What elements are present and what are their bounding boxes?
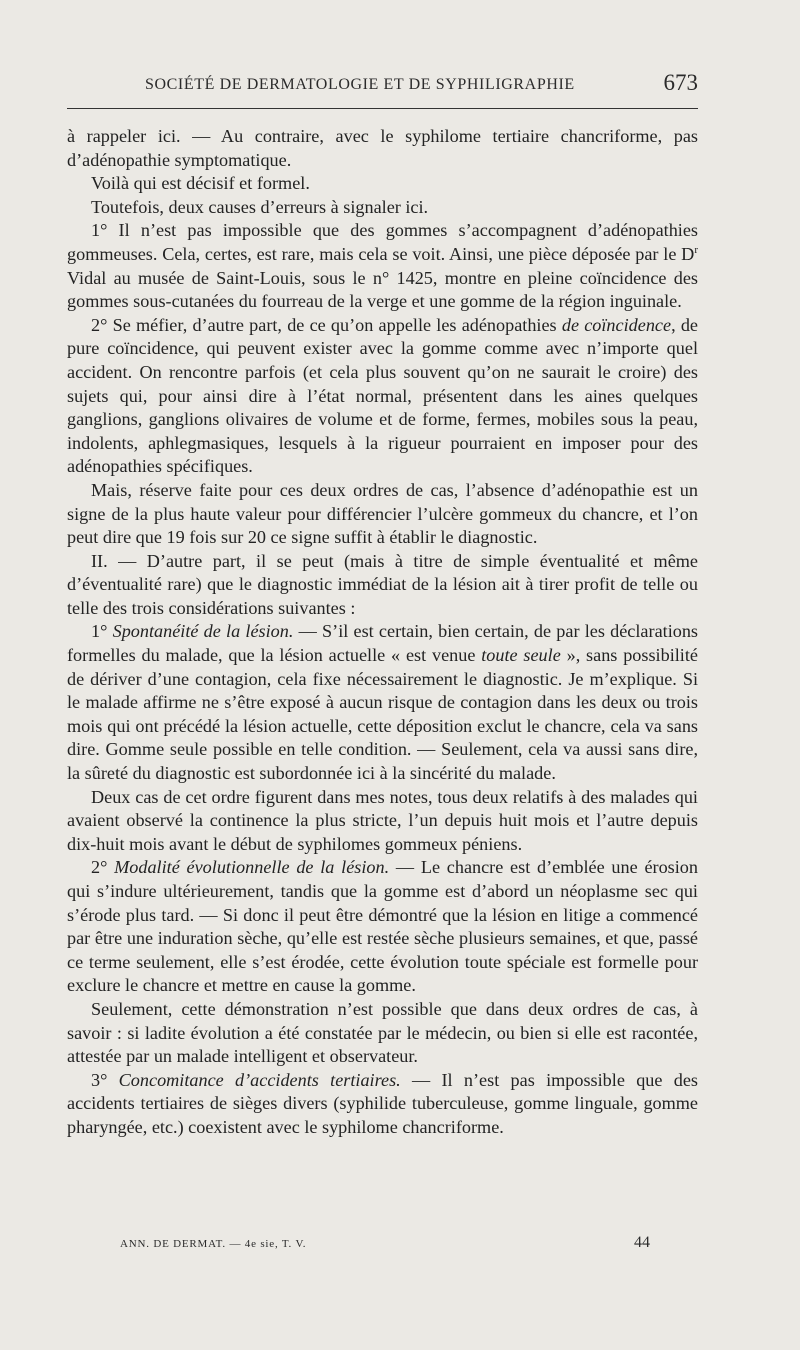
page-number: 673 <box>663 70 698 95</box>
text-run: », sans possibilité de dériver d’une contagion, cela fixe nécessairement le diagnostic. Je m’explique. Si le malade affirme ne s’être exposé à aucun risque de contagion dans les deux ou trois mois qui ont précédé la lésion actuelle, cette déposition exclut le chancre, cela va sans dire. Gomme seule possible en telle condition. — Seulement, cela va aussi sans dire, la sûreté du diagnostic est subordonnée ici à la sincérité du malade. <box>67 645 698 784</box>
paragraph: Deux cas de cet ordre figurent dans mes notes, tous deux relatifs à des malades qui avaient observé la continence la plus stricte, l’un depuis huit mois et l’autre depuis dix-huit mois avant le début de syphilomes gommeux péniens. <box>67 786 698 854</box>
italic-heading: Concomitance d’accidents tertiaires. <box>118 1069 401 1090</box>
header-rule <box>67 108 698 109</box>
text-run: 1° Il n’est pas impossible que des gommes s’accompagnent d’adénopathies gommeuses. Cela, certes, est rare, mais cela se voit. Ainsi, une pièce déposée par le D <box>67 220 698 264</box>
running-title: SOCIÉTÉ DE DERMATOLOGIE ET DE SYPHILIGRAPHIE <box>145 76 575 93</box>
signature-mark: 44 <box>634 1234 650 1251</box>
item-number: 2° <box>91 857 115 878</box>
paragraph: Seulement, cette démonstration n’est possible que dans deux ordres de cas, à savoir : si ladite évolution a été constatée par le médecin, ou bien si elle est racontée, attestée par un malade intelligent et observateur. <box>67 998 698 1067</box>
paragraph: II. — D’autre part, il se peut (mais à titre de simple éventualité et même d’éventualité rare) que le diagnostic immédiat de la lésion ait à tirer profit de telle ou telle des trois considérations suivantes : <box>67 550 698 618</box>
page-footer <box>120 1236 650 1256</box>
paragraph <box>67 314 698 479</box>
text-run: , de pure coïncidence, qui peuvent exister avec la gomme comme avec n’importe quel accident. On rencontre parfois (et cela plus souvent qu’on ne saurait le croire) des sujets qui, pour ainsi dire à l’état normal, présentent dans les aines quelques ganglions, ganglions olivaires de volume et de forme, fermes, mobiles sous la peau, indolents, aphlegmasiques, lesquels à la rigueur pourraient en imposer pour des adénopathies spécifiques. <box>67 314 698 477</box>
paragraph <box>67 219 698 313</box>
item-number: 3° <box>91 1069 119 1090</box>
paragraph: Toutefois, deux causes d’erreurs à signaler ici. <box>91 196 429 217</box>
text-run: — Le chancre est d’emblée une érosion qui s’indure ultérieurement, tandis que la gomme est d’abord un néoplasme sec qui s’érode plus tard. — Si donc il peut être démontré que la lésion en litige a commencé par être une induration sèche, qu’elle est restée sèche plusieurs semaines, et que, passé ce terme seulement, elle s’est érodée, cette évolution toute spéciale est formelle pour exclure le chancre et mettre en cause la gomme. <box>67 857 698 996</box>
body-text <box>67 125 698 1140</box>
item-number: 1° <box>91 621 113 642</box>
paragraph: Mais, réserve faite pour ces deux ordres de cas, l’absence d’adénopathie est un signe de la plus haute valeur pour différencier l’ulcère gommeux du chancre, et l’on peut dire que 19 fois sur 20 ce signe suffit à établir le diagnostic. <box>67 479 698 548</box>
paragraph: à rappeler ici. — Au contraire, avec le syphilome tertiaire chancriforme, pas d’adénopathie symptomatique. <box>67 126 698 170</box>
italic-heading: Spontanéité de la lésion. <box>112 621 294 642</box>
paragraph <box>67 620 698 785</box>
italic-term: de coïncidence <box>561 314 672 335</box>
paragraph <box>67 1069 698 1140</box>
journal-reference: ANN. DE DERMAT. — 4e sie, T. V. <box>120 1238 307 1250</box>
paragraph: Voilà qui est décisif et formel. <box>91 173 310 194</box>
superscript: r <box>694 243 698 256</box>
page-header <box>145 70 698 96</box>
text-run: — Il n’est pas impossible que des accidents tertiaires de sièges divers (syphilide tuberculeuse, gomme linguale, gomme pharyngée, etc.) coexistent avec le syphilome chancriforme. <box>67 1069 699 1137</box>
italic-heading: Modalité évolutionnelle de la lésion. <box>114 857 390 878</box>
text-run: Vidal au musée de Saint-Louis, sous le n° 1425, montre en pleine coïncidence des gommes sous-cutanées du fourreau de la verge et une gomme de la région inguinale. <box>67 267 698 312</box>
text-run: 2° Se méfier, d’autre part, de ce qu’on appelle les adénopathies <box>91 314 562 335</box>
italic-term: toute seule <box>481 645 561 666</box>
text-run: — S’il est certain, bien certain, de par les déclarations formelles du malade, que la lésion actuelle « est venue <box>67 621 699 666</box>
paragraph <box>67 856 698 998</box>
